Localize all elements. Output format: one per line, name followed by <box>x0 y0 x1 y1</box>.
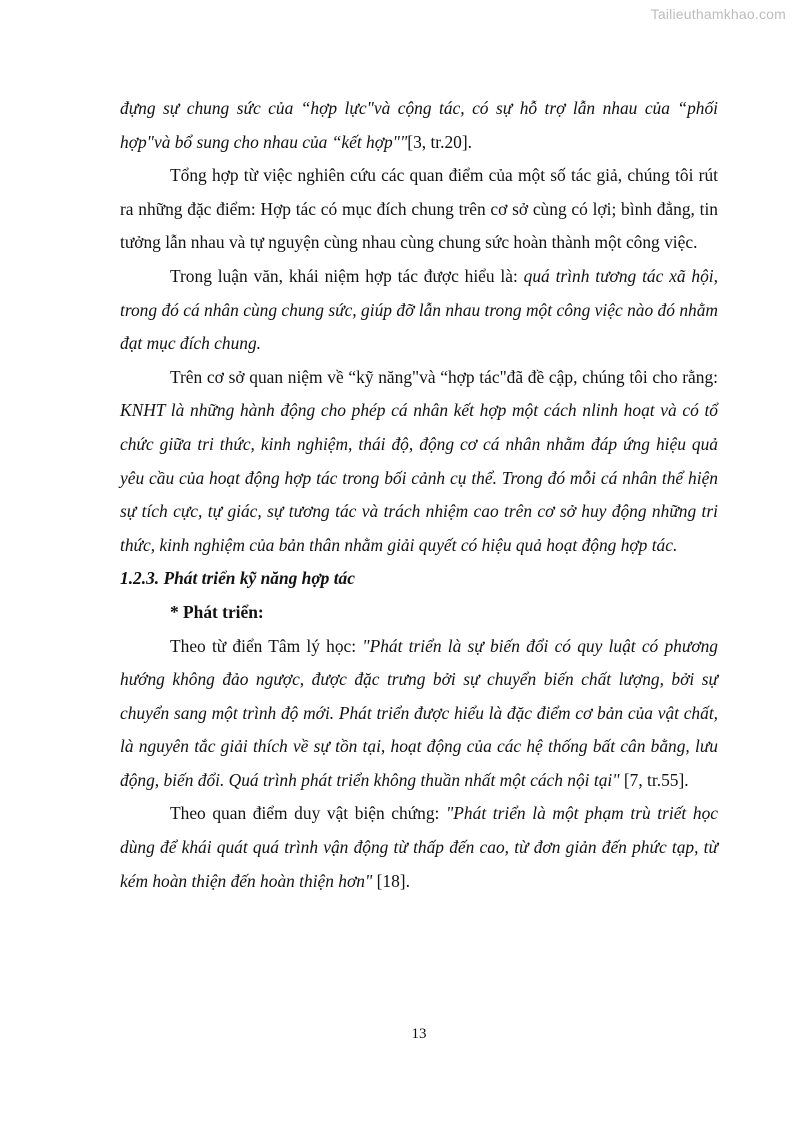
paragraph-4 <box>120 361 718 563</box>
paragraph-6-quote: "Phát triển là một phạm trù triết học dùng để khái quát quá trình vận động từ thấp đến cao, từ đơn giản đến phức tạp, từ kém hoàn thiện đến hoàn thiện hơn" <box>120 803 718 891</box>
paragraph-5-quote: "Phát triển là sự biến đổi có quy luật có phương hướng không đảo ngược, được đặc trưng bởi sự chuyển biến chất lượng, bởi sự chuyển sang một trình độ mới. Phát triển được hiểu là đặc điểm cơ bản của vật chất, là nguyên tắc giải thích về sự tồn tại, hoạt động của các hệ thống bất cân bằng, lưu động, biến đổi. Quá trình phát triển không thuần nhất một cách nội tại" <box>120 635 718 790</box>
paragraph-4-intro: Trên cơ sở quan niệm về “kỹ năng"và “hợp tác"đã đề cập, chúng tôi cho rằng: <box>170 366 718 387</box>
paragraph-5-intro: Theo từ điển Tâm lý học: <box>170 635 363 656</box>
section-heading: 1.2.3. Phát triển kỹ năng hợp tác <box>120 568 355 589</box>
paragraph-6-intro: Theo quan điểm duy vật biện chứng: <box>170 803 446 824</box>
paragraph-2: Tổng hợp từ việc nghiên cứu các quan điểm của một số tác giả, chúng tôi rút ra những đặc điểm: Hợp tác có mục đích chung trên cơ sở cùng có lợi; bình đẳng, tin tưởng lẫn nhau và tự nguyện cùng nhau cùng chung sức hoàn thành một công việc. <box>120 165 718 253</box>
paragraph-1-citation: [3, tr.20]. <box>407 131 473 152</box>
paragraph-5-citation: [7, tr.55]. <box>619 769 689 790</box>
paragraph-1-quote: đựng sự chung sức của “hợp lực"và cộng tác, có sự hỗ trợ lẫn nhau của “phối hợp"và bổ sung cho nhau của “kết hợp"" <box>120 98 718 152</box>
paragraph-4-definition: KNHT là những hành động cho phép cá nhân kết hợp một cách nlinh hoạt và có tổ chức giữa tri thức, kinh nghiệm, thái độ, động cơ cá nhân nhằm đáp ứng hiệu quả yêu cầu của hoạt động hợp tác trong bối cảnh cụ thể. Trong đó mỗi cá nhân thể hiện sự tích cực, tự giác, sự tương tác và trách nhiệm cao trên cơ sở huy động những tri thức, kinh nghiệm của bản thân nhằm giải quyết có hiệu quả hoạt động hợp tác. <box>120 400 718 555</box>
watermark: Tailieuthamkhao.com <box>650 6 786 22</box>
document-body <box>120 92 718 898</box>
paragraph-6-citation: [18]. <box>372 870 410 891</box>
page-number: 13 <box>411 1026 427 1042</box>
subsection-heading: * Phát triển: <box>170 601 264 622</box>
paragraph-3 <box>120 260 718 361</box>
paragraph-6 <box>120 797 718 898</box>
paragraph-1 <box>120 92 718 159</box>
paragraph-3-definition: quá trình tương tác xã hội, trong đó cá nhân cùng chung sức, giúp đỡ lẫn nhau trong một công việc nào đó nhằm đạt mục đích chung. <box>120 265 718 354</box>
paragraph-5 <box>120 630 718 798</box>
paragraph-3-intro: Trong luận văn, khái niệm hợp tác được hiểu là: <box>170 265 524 286</box>
